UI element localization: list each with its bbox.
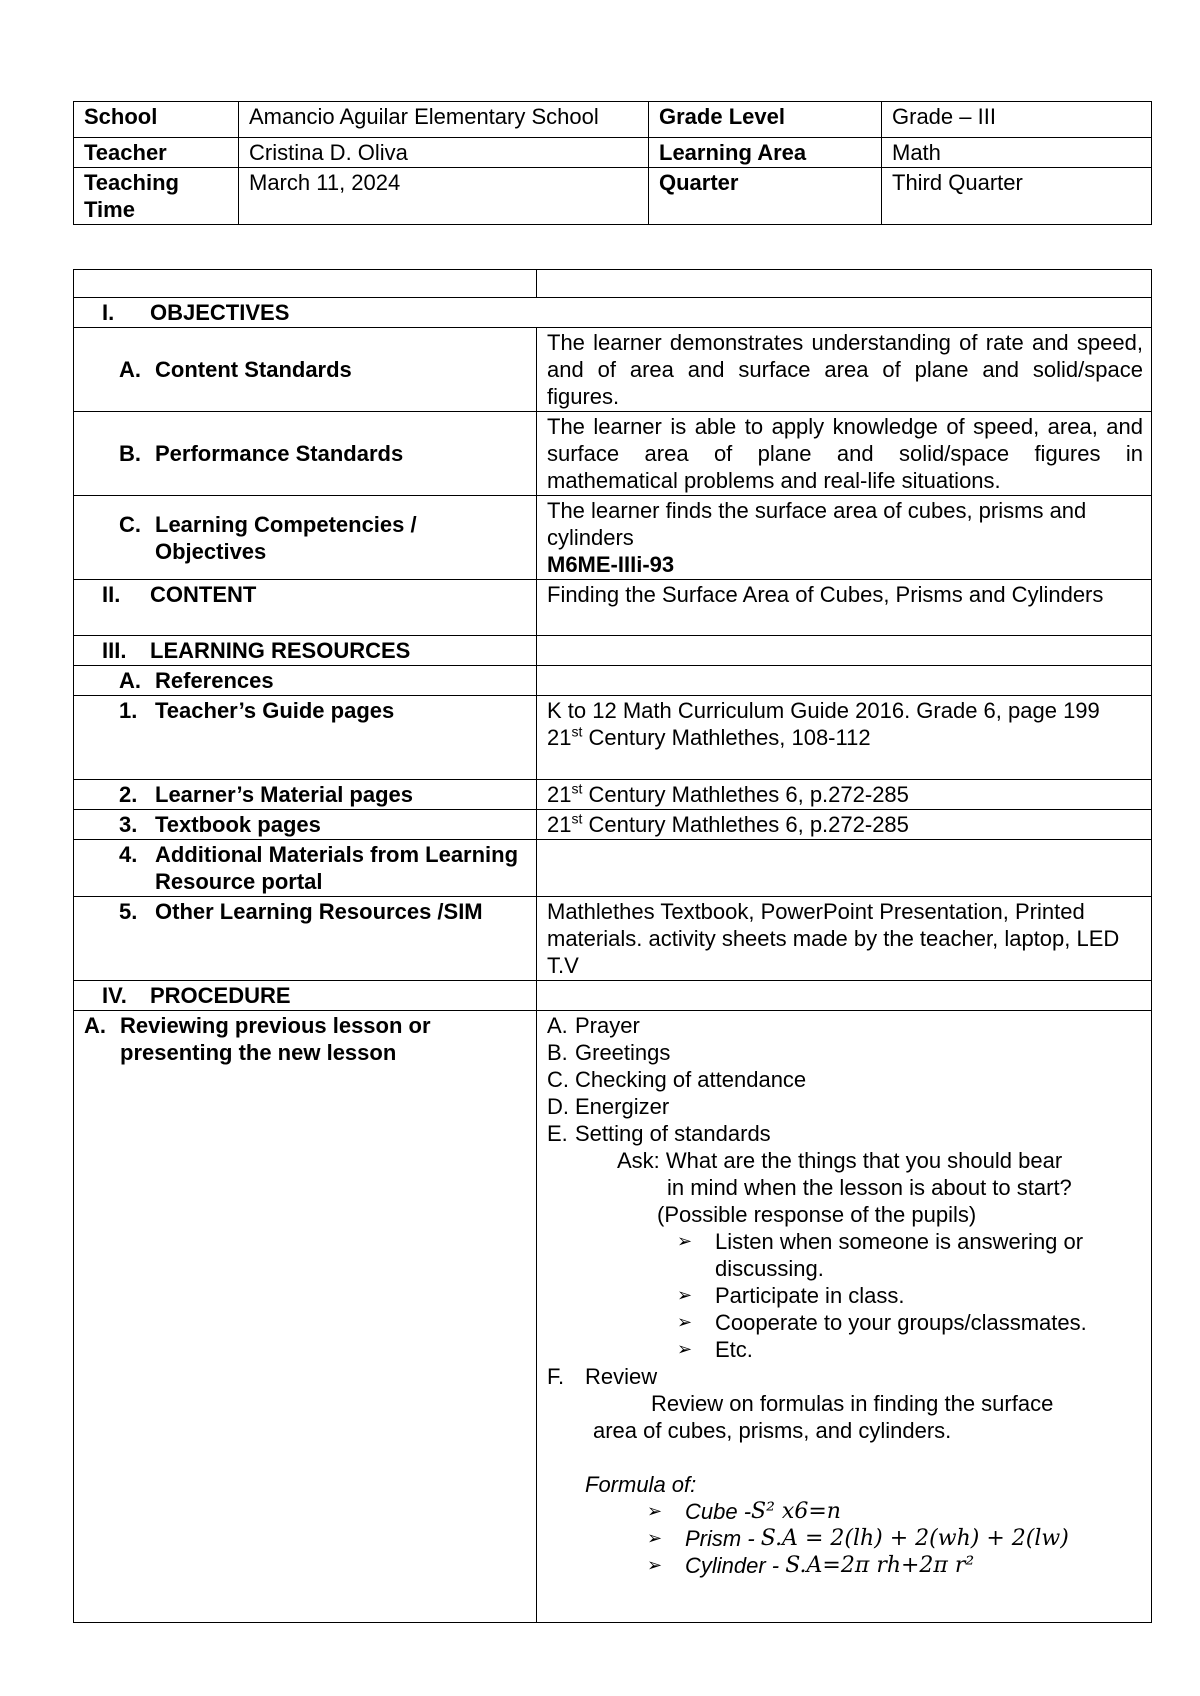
arrow-bullet-icon: ➢: [677, 1312, 693, 1332]
teachers-guide-label: Teacher’s Guide pages: [155, 698, 395, 723]
cube-label: Cube -: [685, 1499, 752, 1524]
teachers-guide-num: 1.: [119, 698, 138, 723]
competencies-label: Learning Competencies / Objectives: [155, 511, 417, 564]
list-item: [547, 1525, 1143, 1552]
content-standards-label-cell: [74, 328, 537, 412]
references-row: [74, 666, 1152, 696]
cube-formula: S² x6=n: [751, 1499, 841, 1524]
resources-empty: [537, 636, 1152, 666]
step-letter: A.: [547, 1013, 568, 1038]
other-resources-num: 5.: [119, 899, 138, 924]
content-standards-letter: A.: [119, 357, 141, 382]
competencies-code: M6ME-IIIi-93: [547, 552, 675, 577]
performance-standards-letter: B.: [119, 441, 141, 466]
other-resources-label: Other Learning Resources /SIM: [155, 899, 483, 924]
grade-level-label: Grade Level: [649, 102, 882, 138]
review-label: Review: [585, 1364, 658, 1389]
response-text: Participate in class.: [715, 1283, 905, 1308]
teachers-guide-text-2: [547, 724, 1143, 751]
school-label: School: [74, 102, 239, 138]
learners-material-num: 2.: [119, 782, 138, 807]
list-item: [547, 1120, 1143, 1147]
content-standards-row: [74, 328, 1152, 412]
textbook-label: Textbook pages: [155, 812, 321, 837]
tg-ordinal-num: 21: [547, 725, 572, 750]
learners-material-row: [74, 780, 1152, 810]
additional-materials-empty: [537, 840, 1152, 897]
lm-ordinal-suffix: st: [571, 780, 583, 797]
blank-cell-left: [74, 270, 537, 298]
step-text: Setting of standards: [575, 1121, 771, 1146]
learners-material-label-cell: [74, 780, 537, 810]
learning-area-label: Learning Area: [649, 138, 882, 168]
procedure-label: PROCEDURE: [150, 983, 291, 1008]
step-letter: E.: [547, 1121, 568, 1146]
response-text: Listen when someone is answering or discussing.: [715, 1229, 1084, 1281]
review-text-1: Review on formulas in finding the surface: [651, 1391, 1054, 1416]
response-text: Etc.: [715, 1337, 753, 1362]
arrow-bullet-icon: ➢: [677, 1339, 693, 1359]
content-num: II.: [102, 582, 121, 607]
ask-line-1: Ask: What are the things that you should bear: [617, 1148, 1063, 1173]
content-standards-label: Content Standards: [155, 357, 352, 382]
teachers-guide-label-cell: [74, 696, 537, 780]
step-letter: C.: [547, 1067, 569, 1092]
review-letter: F.: [547, 1364, 565, 1389]
competencies-row: [74, 496, 1152, 580]
other-resources-row: [74, 897, 1152, 981]
arrow-bullet-icon: ➢: [647, 1501, 663, 1521]
teachers-guide-text-1: K to 12 Math Curriculum Guide 2016. Grade 6, page 199: [547, 698, 1100, 723]
content-standards-text: The learner demonstrates understanding of rate and speed, and of area and surface area of plane and solid/space figures.: [537, 328, 1152, 412]
reviewing-content-cell: [537, 1011, 1152, 1623]
procedure-heading: [74, 981, 537, 1011]
list-item: [547, 1066, 1143, 1093]
list-item: [547, 1309, 1143, 1336]
learners-material-text: [537, 780, 1152, 810]
resources-label: LEARNING RESOURCES: [150, 638, 411, 663]
steps-list: [547, 1012, 1143, 1147]
competencies-label-cell: [74, 496, 537, 580]
competencies-letter: C.: [119, 511, 141, 537]
header-table: [73, 101, 1152, 225]
lm-ordinal-num: 21: [547, 782, 572, 807]
performance-standards-label: Performance Standards: [155, 441, 404, 466]
quarter-value: Third Quarter: [882, 168, 1152, 225]
list-item: [547, 1228, 1143, 1282]
objectives-label: OBJECTIVES: [150, 300, 290, 325]
textbook-num: 3.: [119, 812, 138, 837]
spacer: [547, 1444, 1143, 1471]
procedure-num: IV.: [102, 983, 127, 1008]
resources-row: [74, 636, 1152, 666]
additional-materials-row: [74, 840, 1152, 897]
prism-formula: S.A = 2(lh) + 2(wh) + 2(lw): [760, 1526, 1069, 1551]
performance-standards-text: The learner is able to apply knowledge of speed, area, and surface area of plane and solid/space figures in mathematical problems and real-life situations.: [537, 412, 1152, 496]
arrow-bullet-icon: ➢: [677, 1285, 693, 1305]
blank-cell-right: [537, 270, 1152, 298]
learning-area-value: Math: [882, 138, 1152, 168]
cylinder-label: Cylinder -: [685, 1553, 780, 1578]
teachers-guide-cell: [537, 696, 1152, 780]
list-item: [547, 1498, 1143, 1525]
teachers-guide-row: [74, 696, 1152, 780]
procedure-empty: [537, 981, 1152, 1011]
reviewing-letter: A.: [84, 1013, 106, 1038]
additional-materials-label-cell: [74, 840, 537, 897]
objectives-num: I.: [102, 300, 115, 325]
references-label: References: [155, 668, 274, 693]
performance-standards-row: [74, 412, 1152, 496]
list-item: [547, 1039, 1143, 1066]
step-text: Checking of attendance: [575, 1067, 807, 1092]
learners-material-label: Learner’s Material pages: [155, 782, 414, 807]
textbook-row: [74, 810, 1152, 840]
reviewing-label: Reviewing previous lesson or presenting the new lesson: [120, 1013, 431, 1065]
procedure-row: [74, 981, 1152, 1011]
textbook-label-cell: [74, 810, 537, 840]
tb-text-rest: Century Mathlethes 6, p.272-285: [582, 812, 909, 837]
teaching-time-label: [74, 168, 239, 225]
additional-materials-num: 4.: [119, 842, 138, 867]
blank-row: [74, 270, 1152, 298]
list-item: [547, 1282, 1143, 1309]
grade-level-value: Grade – III: [882, 102, 1152, 138]
tb-ordinal-num: 21: [547, 812, 572, 837]
other-resources-label-cell: [74, 897, 537, 981]
review-heading: [547, 1363, 1143, 1390]
reviewing-label-cell: [74, 1011, 537, 1623]
step-letter: B.: [547, 1040, 568, 1065]
content-text: Finding the Surface Area of Cubes, Prisms and Cylinders: [537, 580, 1152, 636]
tg-text-rest: Century Mathlethes, 108-112: [582, 725, 871, 750]
step-text: Prayer: [575, 1013, 640, 1038]
step-letter: D.: [547, 1094, 569, 1119]
header-row-school: [74, 102, 1152, 138]
performance-standards-label-cell: [74, 412, 537, 496]
cylinder-formula: S.A=2π rh+2π r²: [785, 1553, 975, 1578]
response-text: Cooperate to your groups/classmates.: [715, 1310, 1087, 1335]
objectives-row: [74, 298, 1152, 328]
lesson-plan-table: [73, 269, 1152, 1623]
ask-line-2: in mind when the lesson is about to start?: [667, 1175, 1072, 1200]
ask-line-3: (Possible response of the pupils): [657, 1202, 977, 1227]
list-item: [547, 1093, 1143, 1120]
review-text-2: area of cubes, prisms, and cylinders.: [593, 1418, 952, 1443]
header-row-time: [74, 168, 1152, 225]
teacher-value: Cristina D. Oliva: [239, 138, 649, 168]
content-heading: [74, 580, 537, 636]
objectives-heading: [74, 298, 1152, 328]
arrow-bullet-icon: ➢: [677, 1231, 693, 1251]
additional-materials-label: Additional Materials from Learning Resource portal: [155, 842, 519, 894]
prism-label: Prism -: [685, 1526, 755, 1551]
reviewing-row: [74, 1011, 1152, 1623]
content-row: [74, 580, 1152, 636]
textbook-text: [537, 810, 1152, 840]
lm-text-rest: Century Mathlethes 6, p.272-285: [582, 782, 909, 807]
teaching-time-label-line2: Time: [84, 197, 135, 222]
resources-num: III.: [102, 638, 127, 663]
quarter-label: Quarter: [649, 168, 882, 225]
step-text: Energizer: [575, 1094, 670, 1119]
tb-ordinal-suffix: st: [571, 810, 583, 827]
header-row-teacher: [74, 138, 1152, 168]
competencies-cell: [537, 496, 1152, 580]
resources-heading: [74, 636, 537, 666]
arrow-bullet-icon: ➢: [647, 1555, 663, 1575]
references-letter: A.: [119, 668, 141, 693]
references-label-cell: [74, 666, 537, 696]
list-item: [547, 1552, 1143, 1579]
teaching-time-label-line1: Teaching: [84, 170, 179, 195]
teaching-time-value: March 11, 2024: [239, 168, 649, 225]
competencies-text: The learner finds the surface area of cubes, prisms and cylinders: [547, 498, 1087, 550]
step-text: Greetings: [575, 1040, 671, 1065]
tg-ordinal-suffix: st: [571, 723, 583, 740]
list-item: [547, 1336, 1143, 1363]
content-label: CONTENT: [150, 582, 257, 607]
formula-of: Formula of:: [585, 1472, 697, 1497]
other-resources-text: Mathlethes Textbook, PowerPoint Presentation, Printed materials. activity sheets made by the teacher, laptop, LED T.V: [537, 897, 1152, 981]
teacher-label: Teacher: [74, 138, 239, 168]
school-value: Amancio Aguilar Elementary School: [239, 102, 649, 138]
references-empty: [537, 666, 1152, 696]
list-item: [547, 1012, 1143, 1039]
arrow-bullet-icon: ➢: [647, 1528, 663, 1548]
